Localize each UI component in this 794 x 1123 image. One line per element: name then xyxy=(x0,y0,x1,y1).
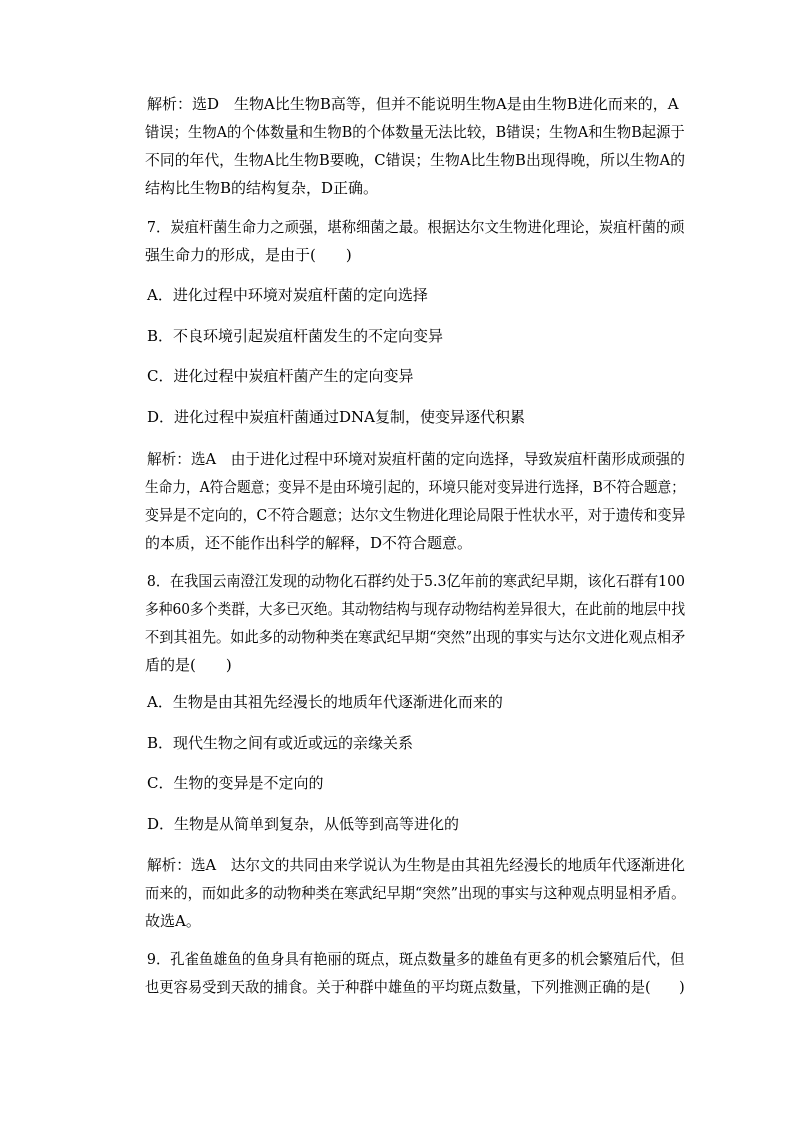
analysis-line: 结构比生物B的结构复杂，D正确。 xyxy=(145,179,379,197)
analysis-q7 xyxy=(145,445,686,557)
analysis-line: 不同的年代，生物A比生物B要晚，C错误；生物A比生物B出现得晚，所以生物A的 xyxy=(145,151,686,169)
q8-option-a: A．生物是由其祖先经漫长的地质年代逐渐进化而来的 xyxy=(147,693,503,711)
analysis-line: 故选A。 xyxy=(145,912,201,930)
question-line: 7．炭疽杆菌生命力之顽强，堪称细菌之最。根据达尔文生物进化理论，炭疽杆菌的顽 xyxy=(146,218,685,236)
analysis-line: 而来的，而如此多的动物种类在寒武纪早期“突然”出现的事实与这种观点明显相矛盾。 xyxy=(145,884,686,902)
question-line: 强生命力的形成，是由于( ) xyxy=(145,246,352,264)
question-line: 多种60多个类群，大多已灭绝。其动物结构与现存动物结构差异很大，在此前的地层中找 xyxy=(145,600,686,618)
analysis-line: 解析：选D 生物A比生物B高等，但并不能说明生物A是由生物B进化而来的，A xyxy=(147,95,679,113)
q8-option-d: D．生物是从简单到复杂，从低等到高等进化的 xyxy=(147,815,460,833)
analysis-line: 错误；生物A的个体数量和生物B的个体数量无法比较，B错误；生物A和生物B起源于 xyxy=(145,123,685,141)
question-8-stem xyxy=(145,567,686,679)
question-7-stem xyxy=(145,213,685,269)
q7-option-d: D．进化过程中炭疽杆菌通过DNA复制，使变异逐代积累 xyxy=(147,408,526,426)
question-line: 不到其祖先。如此多的动物种类在寒武纪早期“突然”出现的事实与达尔文进化观点相矛 xyxy=(145,628,686,646)
q7-option-b: B．不良环境引起炭疽杆菌发生的不定向变异 xyxy=(147,327,444,345)
analysis-line: 的本质，还不能作出科学的解释，D不符合题意。 xyxy=(145,534,473,552)
analysis-line: 生命力，A符合题意；变异不是由环境引起的，环境只能对变异进行选择，B不符合题意； xyxy=(145,478,685,496)
question-9-stem xyxy=(145,945,685,1001)
question-line: 盾的是( ) xyxy=(145,656,232,674)
analysis-q8 xyxy=(145,851,686,935)
q7-option-a: A．进化过程中环境对炭疽杆菌的定向选择 xyxy=(147,286,428,304)
q8-option-c: C．生物的变异是不定向的 xyxy=(147,774,324,792)
q7-option-c: C．进化过程中炭疽杆菌产生的定向变异 xyxy=(147,367,414,385)
question-line: 也更容易受到天敌的捕食。关于种群中雄鱼的平均斑点数量，下列推测正确的是( ) xyxy=(145,978,685,996)
question-line: 9．孔雀鱼雄鱼的鱼身具有艳丽的斑点，斑点数量多的雄鱼有更多的机会繁殖后代，但 xyxy=(146,950,685,968)
analysis-line: 解析：选A 由于进化过程中环境对炭疽杆菌的定向选择，导致炭疽杆菌形成顽强的 xyxy=(146,450,685,468)
question-line: 8．在我国云南澄江发现的动物化石群约处于5.3亿年前的寒武纪早期，该化石群有100 xyxy=(146,572,686,590)
analysis-line: 变异是不定向的，C不符合题意；达尔文生物进化理论局限于性状水平，对于遗传和变异 xyxy=(145,506,686,524)
q8-option-b: B．现代生物之间有或近或远的亲缘关系 xyxy=(147,734,414,752)
analysis-q6 xyxy=(145,90,686,202)
analysis-line: 解析：选A 达尔文的共同由来学说认为生物是由其祖先经漫长的地质年代逐渐进化 xyxy=(146,856,685,874)
